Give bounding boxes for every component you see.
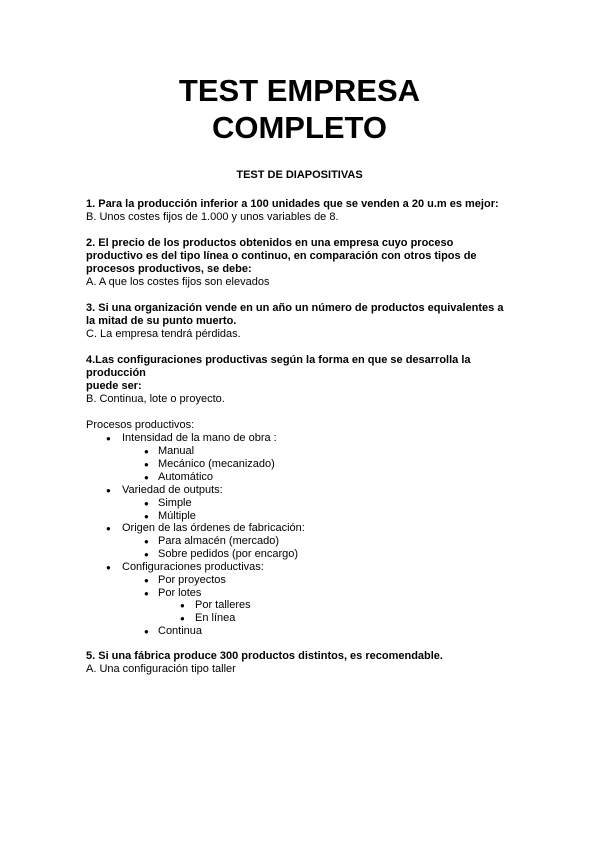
list-item-manual: Manual [158,445,195,457]
question-4-text-line-1: 4.Las configuraciones productivas según la forma en que se desarrolla la [86,354,471,366]
bullet-icon: ● [144,473,149,482]
list-item-automatico: Automático [158,471,214,483]
question-1-answer: B. Unos costes fijos de 1.000 y unos variables de 8. [86,211,339,223]
list-item-pedidos: Sobre pedidos (por encargo) [158,548,299,560]
question-5-text: 5. Si una fábrica produce 300 productos distintos, es recomendable. [86,650,443,662]
list-item-lotes: Por lotes [158,587,202,599]
bullet-icon: ● [144,499,149,508]
list-item-almacen: Para almacén (mercado) [158,535,280,547]
list-item-multiple: Múltiple [158,510,196,522]
question-3-text-line-2: la mitad de su punto muerto. [86,315,237,327]
bullet-icon: ● [144,627,149,636]
bullet-icon: ● [180,614,185,623]
list-item-talleres: Por talleres [195,599,251,611]
question-2 [86,237,516,289]
question-1-text: 1. Para la producción inferior a 100 unidades que se venden a 20 u.m es mejor: [86,198,499,210]
bullet-icon: ● [106,486,111,495]
list-item-configuraciones: Configuraciones productivas: [122,561,264,573]
question-2-text-line-2: productivo es del tipo línea o continuo, en comparación con otros tipos de [86,250,477,262]
bullet-icon: ● [144,460,149,469]
bullet-icon: ● [144,550,149,559]
question-3 [86,302,516,341]
bullet-icon: ● [144,589,149,598]
bullet-icon: ● [144,447,149,456]
question-2-answer: A. A que los costes fijos son elevados [86,276,270,288]
list-item-origen: Origen de las órdenes de fabricación: [122,522,305,534]
section-subtitle: TEST DE DIAPOSITIVAS [236,169,363,181]
question-3-text-line-1: 3. Si una organización vende en un año un número de productos equivalentes a [86,302,504,314]
list-item-intensidad: Intensidad de la mano de obra : [122,432,277,444]
list-item-continua: Continua [158,625,203,637]
page-title-line-1: TEST EMPRESA [178,73,421,108]
bullet-icon: ● [180,601,185,610]
bullet-icon: ● [106,524,111,533]
question-4-text-line-2: producción [86,367,146,379]
list-item-proyectos: Por proyectos [158,574,226,586]
question-5-answer: A. Una configuración tipo taller [86,663,236,675]
question-4 [86,354,516,406]
list-item-simple: Simple [158,497,192,509]
bullet-icon: ● [106,434,111,443]
question-3-answer: C. La empresa tendrá pérdidas. [86,328,241,340]
question-2-text-line-3: procesos productivos, se debe: [86,263,252,275]
question-4-answer: B. Continua, lote o proyecto. [86,393,225,405]
bullet-icon: ● [144,576,149,585]
bullet-icon: ● [144,537,149,546]
question-4-text-line-3: puede ser: [86,380,142,392]
procesos-heading: Procesos productivos: [86,419,195,431]
question-5 [86,650,516,676]
bullet-icon: ● [144,512,149,521]
page-title-line-2: COMPLETO [211,110,388,145]
list-item-mecanico: Mecánico (mecanizado) [158,458,275,470]
question-2-text-line-1: 2. El precio de los productos obtenidos en una empresa cuyo proceso [86,237,454,249]
bullet-icon: ● [106,563,111,572]
list-item-linea: En línea [195,612,236,624]
list-item-variedad: Variedad de outputs: [122,484,223,496]
question-1 [86,198,516,224]
